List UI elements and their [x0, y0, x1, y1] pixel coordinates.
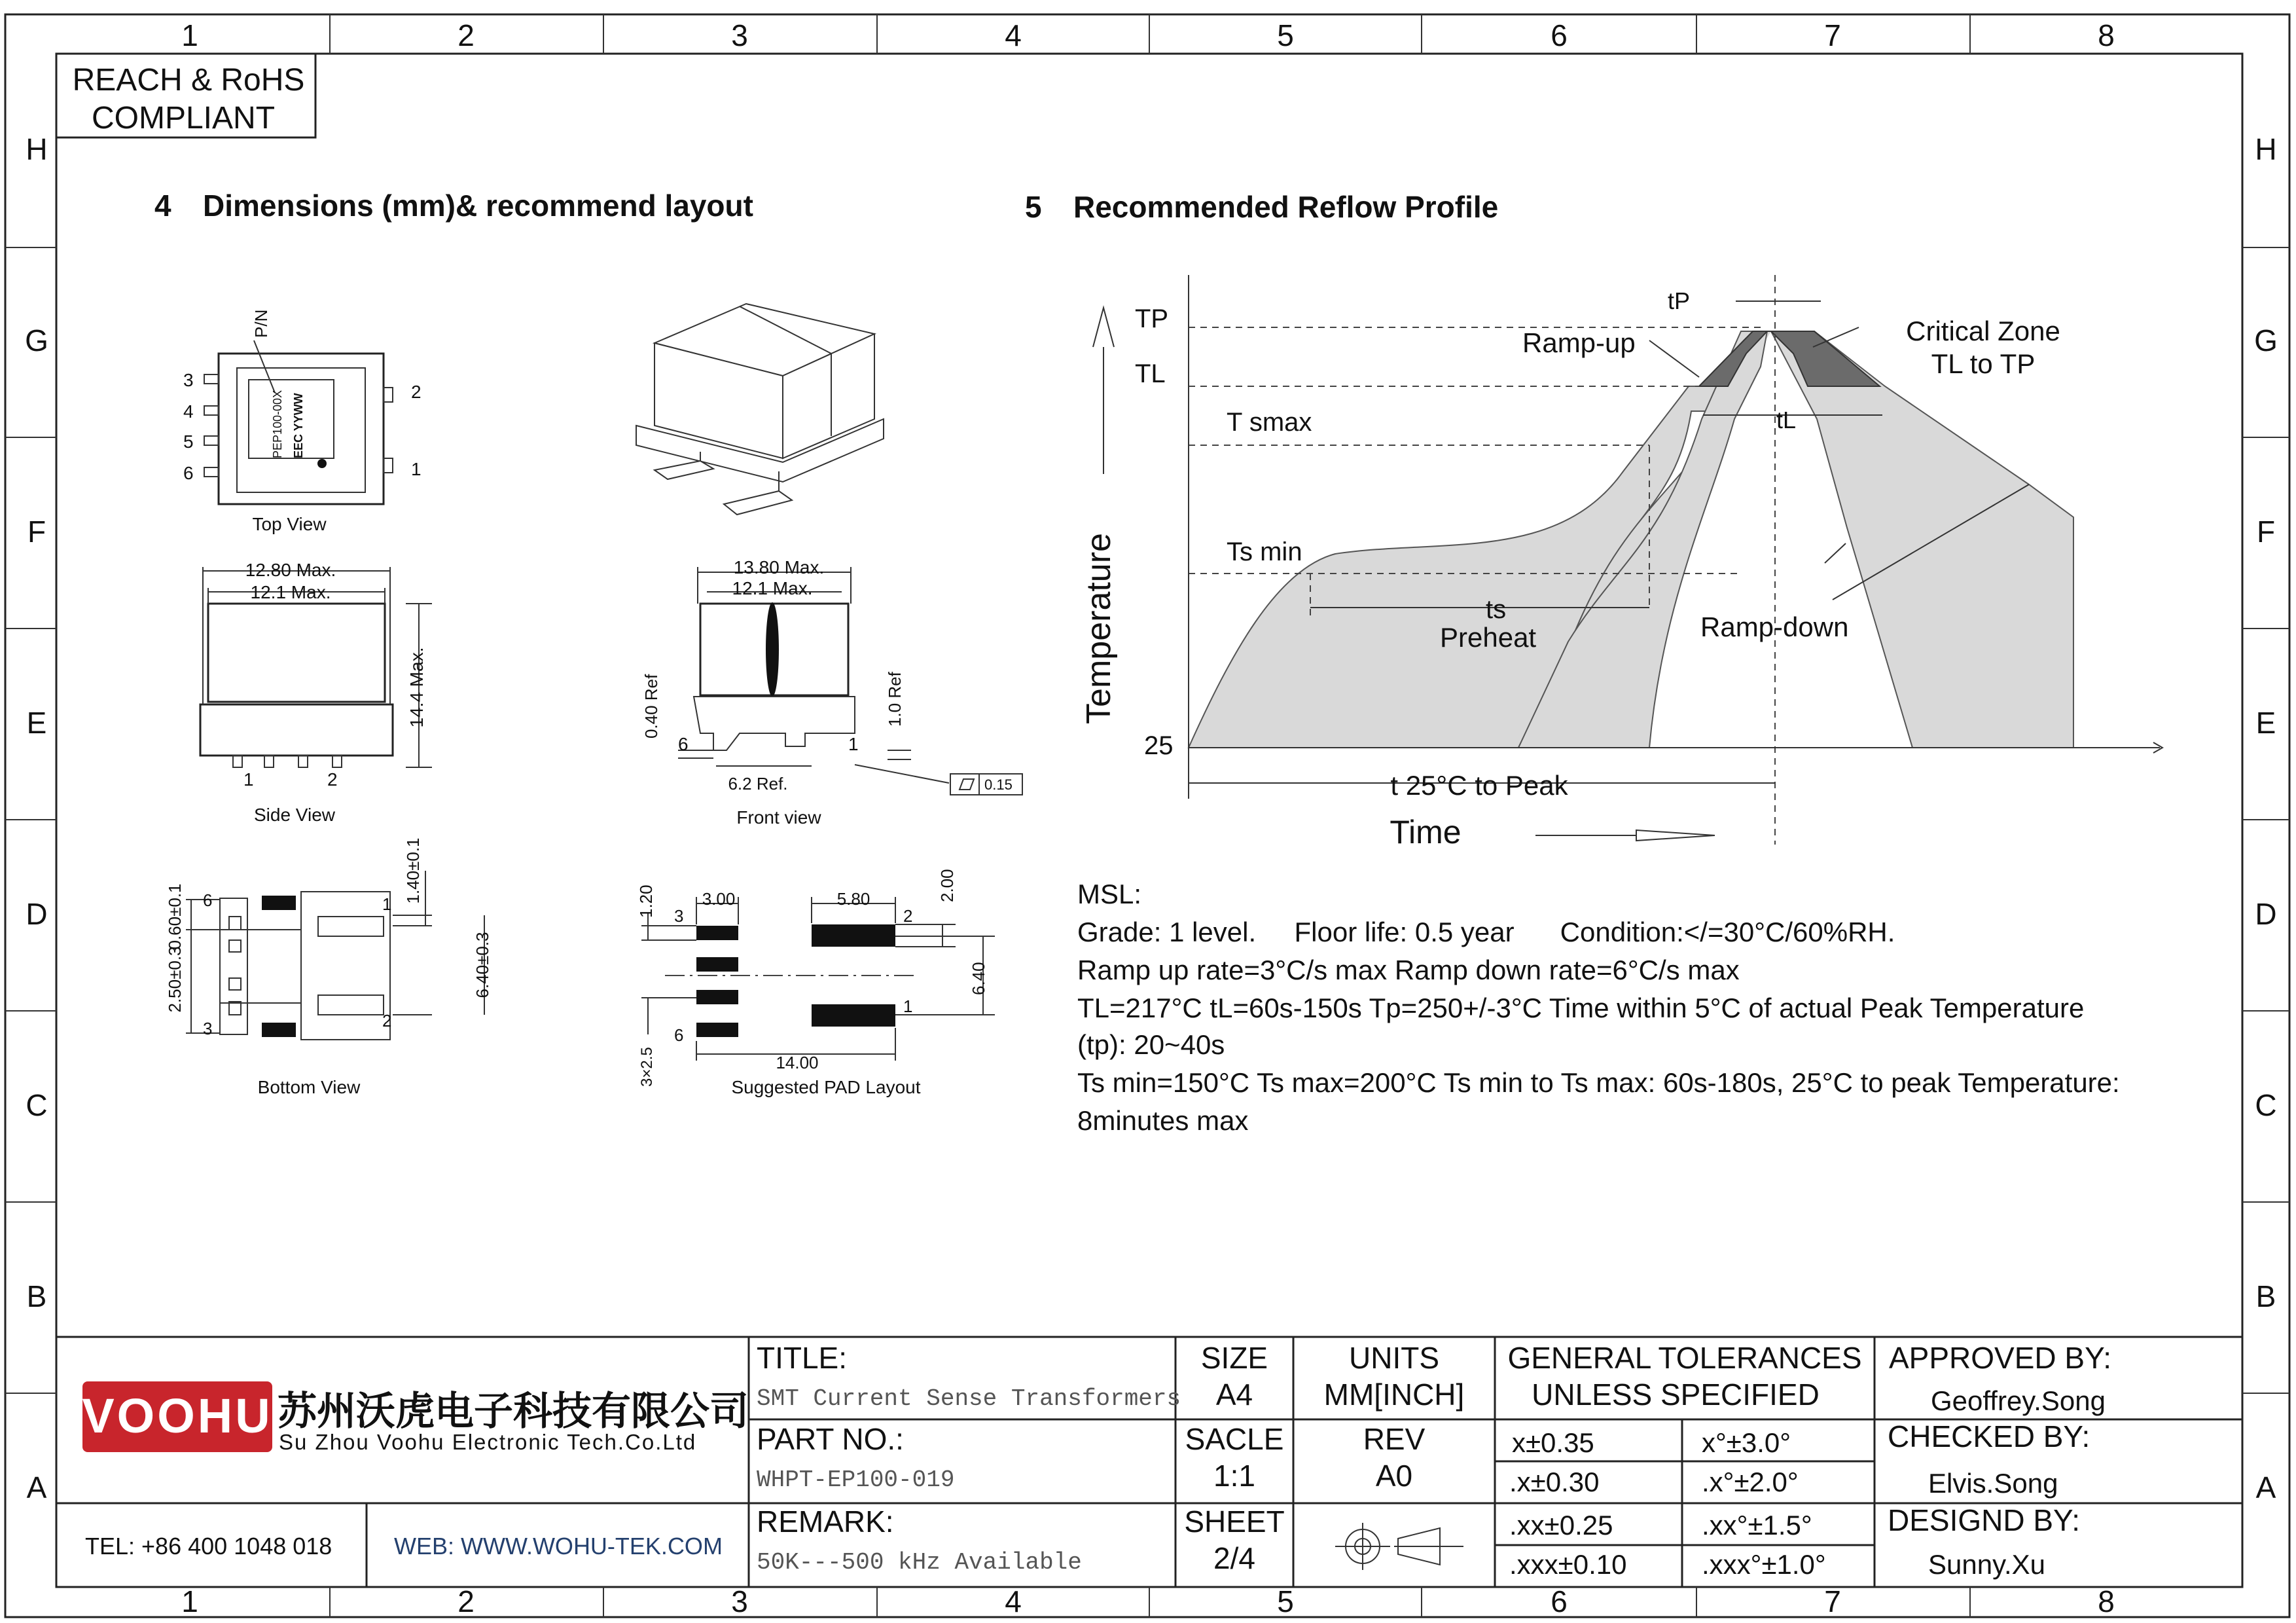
col-label-bottom: 1 — [181, 1584, 198, 1618]
top-view-pn: P/N — [251, 309, 271, 338]
sheet-value: 2/4 — [1213, 1541, 1255, 1575]
bottom-dim-a: 1.40±0.1 — [403, 837, 423, 904]
msl-line: Grade: 1 level. Floor life: 0.5 year Condition:</=30°C/60%RH. — [1077, 917, 1895, 947]
pin-label: 1 — [382, 894, 392, 914]
bottom-dim-b: 0.60±0.1 — [165, 883, 185, 950]
col-label-top: 2 — [457, 18, 475, 52]
col-label-top: 3 — [731, 18, 748, 52]
col-label-bottom: 5 — [1277, 1584, 1294, 1618]
pin-label: 6 — [203, 890, 213, 910]
tolerance-angular: x°±3.0° — [1702, 1427, 1791, 1458]
pin-label: 2 — [903, 906, 913, 926]
col-label-top: 7 — [1824, 18, 1841, 52]
col-label-bottom: 7 — [1824, 1584, 1841, 1618]
row-label-right: F — [2256, 515, 2276, 549]
col-label-bottom: 2 — [457, 1584, 475, 1618]
section5-number: 5 — [1025, 190, 1042, 224]
col-label-top: 1 — [181, 18, 198, 52]
tolerance-angular: .x°±2.0° — [1702, 1467, 1799, 1497]
pad-dim-g: 3×2.5 — [638, 1047, 656, 1087]
pin-label: 5 — [183, 431, 194, 452]
col-label-bottom: 8 — [2098, 1584, 2115, 1618]
col-label-top: 8 — [2098, 18, 2115, 52]
row-ticks — [5, 247, 2289, 1393]
pin-label: 3 — [674, 906, 684, 926]
row-label-left: F — [27, 515, 46, 549]
top-view-label: Top View — [252, 514, 327, 534]
chart-ramp-up: Ramp-up — [1522, 327, 1636, 358]
row-label-left: B — [26, 1279, 47, 1313]
row-label-right: B — [2255, 1279, 2276, 1313]
top-view-date-mark: EEC YYWW — [292, 393, 305, 458]
pin-label: 6 — [674, 1025, 684, 1045]
row-label-right: A — [2255, 1470, 2276, 1504]
bottom-view-label: Bottom View — [257, 1077, 361, 1097]
row-label-left: E — [26, 706, 47, 740]
bottom-dim-c: 2.50±0.3 — [165, 946, 185, 1013]
row-label-left: G — [25, 323, 48, 357]
designed-value: Sunny.Xu — [1928, 1549, 2046, 1580]
pin-label: 6 — [183, 463, 194, 483]
row-label-left: D — [26, 897, 48, 931]
side-dim-inner: 12.1 Max. — [250, 582, 331, 602]
front-ref-left: 0.40 Ref — [641, 674, 661, 739]
pin-label: 1 — [411, 459, 422, 479]
size-label: SIZE — [1200, 1341, 1268, 1375]
pad-dim-e: 6.40 — [969, 962, 988, 995]
row-label-right: G — [2254, 323, 2278, 357]
compliance-line1: REACH & RoHS — [72, 63, 305, 98]
title-label: TITLE: — [757, 1341, 848, 1375]
row-label-left: C — [26, 1088, 48, 1122]
chart-tsmax-label: T smax — [1227, 408, 1312, 437]
chart-tp-time: tP — [1668, 287, 1691, 314]
projection-symbol-icon — [1335, 1523, 1463, 1570]
pin-label: 3 — [203, 1019, 213, 1038]
msl-line: 8minutes max — [1077, 1105, 1249, 1136]
tolerance-angular: .xx°±1.5° — [1702, 1510, 1812, 1541]
column-ticks — [330, 14, 1970, 1617]
section4-number: 4 — [154, 189, 171, 223]
msl-line: MSL: — [1077, 879, 1142, 909]
row-label-right: D — [2255, 897, 2277, 931]
part-value: WHPT-EP100-019 — [757, 1467, 955, 1493]
pin-label: 6 — [678, 734, 689, 754]
chart-base-label: 25 — [1144, 731, 1174, 760]
bottom-dim-d: 6.40±0.3 — [473, 932, 492, 998]
row-label-right: H — [2255, 132, 2277, 166]
col-label-bottom: 3 — [731, 1584, 748, 1618]
top-view — [183, 310, 422, 534]
checked-label: CHECKED BY: — [1888, 1419, 2090, 1453]
chart-tl-label: TL — [1135, 359, 1166, 388]
chart-x-axis: Time — [1390, 814, 1462, 850]
voohu-logo: VOOHU — [82, 1389, 273, 1443]
section5-title: Recommended Reflow Profile — [1073, 190, 1499, 224]
row-label-right: E — [2255, 706, 2276, 740]
chart-t25-label: t 25°C to Peak — [1390, 770, 1568, 801]
col-label-top: 5 — [1277, 18, 1294, 52]
pin-label: 1 — [243, 769, 254, 790]
chart-tsmin-label: Ts min — [1227, 538, 1302, 566]
tolerance-linear: .x±0.30 — [1509, 1467, 1600, 1497]
tolerance-angular: .xxx°±1.0° — [1702, 1549, 1826, 1580]
msl-line: Ts min=150°C Ts max=200°C Ts min to Ts max: 60s-180s, 25°C to peak Temperature: — [1077, 1067, 2120, 1098]
sheet-label: SHEET — [1184, 1504, 1285, 1539]
row-label-left: H — [26, 132, 48, 166]
isometric-view — [636, 304, 884, 515]
units-label: UNITS — [1349, 1341, 1439, 1375]
col-label-top: 4 — [1005, 18, 1022, 52]
units-value: MM[INCH] — [1323, 1377, 1465, 1412]
msl-notes — [1077, 879, 2120, 1136]
col-label-bottom: 6 — [1551, 1584, 1568, 1618]
msl-line: (tp): 20~40s — [1077, 1029, 1225, 1060]
side-dim-outer: 12.80 Max. — [245, 560, 336, 580]
chart-critical-line2: TL to TP — [1931, 348, 2036, 379]
scale-value: 1:1 — [1213, 1459, 1255, 1493]
pad-layout — [636, 869, 995, 1097]
rev-value: A0 — [1375, 1459, 1413, 1493]
pin-label: 3 — [183, 370, 194, 390]
chart-tp-label: TP — [1135, 304, 1169, 333]
tolerance-linear: x±0.35 — [1512, 1427, 1594, 1458]
front-ref-bottom: 6.2 Ref. — [728, 774, 788, 793]
tel: TEL: +86 400 1048 018 — [85, 1533, 332, 1559]
front-dim-outer: 13.80 Max. — [733, 557, 825, 577]
company-cn: 苏州沃虎电子科技有限公司 — [278, 1389, 749, 1433]
remark-label: REMARK: — [757, 1504, 894, 1539]
tolerance-title-1: GENERAL TOLERANCES — [1507, 1341, 1862, 1375]
size-value: A4 — [1215, 1377, 1253, 1412]
col-label-top: 6 — [1551, 18, 1568, 52]
approved-label: APPROVED BY: — [1889, 1341, 2112, 1375]
pad-dim-f: 14.00 — [776, 1053, 819, 1072]
approved-value: Geoffrey.Song — [1931, 1385, 2106, 1416]
tolerance-title-2: UNLESS SPECIFIED — [1532, 1377, 1820, 1412]
title-value: SMT Current Sense Transformers — [757, 1385, 1181, 1412]
pad-layout-label: Suggested PAD Layout — [731, 1077, 921, 1097]
designed-label: DESIGND BY: — [1888, 1503, 2080, 1537]
part-label: PART NO.: — [757, 1422, 904, 1456]
pin-label: 1 — [848, 734, 859, 754]
front-view-label: Front view — [736, 807, 821, 828]
front-view — [641, 557, 1022, 828]
pad-dim-a: 1.20 — [636, 884, 656, 918]
scale-label: SACLE — [1185, 1422, 1284, 1456]
row-label-left: A — [26, 1470, 47, 1504]
col-label-bottom: 4 — [1005, 1584, 1022, 1618]
side-view — [200, 560, 432, 825]
side-dim-height: 14.4 Max. — [406, 647, 427, 728]
pin-label: 4 — [183, 401, 194, 422]
side-view-label: Side View — [253, 805, 336, 825]
reflow-band-rampdown — [1771, 331, 2073, 748]
checked-value: Elvis.Song — [1928, 1468, 2058, 1499]
tolerance-linear: .xx±0.25 — [1509, 1510, 1613, 1541]
msl-line: Ramp up rate=3°C/s max Ramp down rate=6°C/s max — [1077, 955, 1740, 985]
top-view-part-mark: PEP100-00X — [271, 390, 284, 458]
chart-ts-time: ts — [1486, 595, 1507, 624]
chart-preheat: Preheat — [1440, 622, 1537, 653]
pin-label: 2 — [382, 1011, 392, 1030]
pin-label: 1 — [903, 996, 913, 1016]
row-label-right: C — [2255, 1088, 2277, 1122]
reflow-profile — [1080, 275, 2162, 850]
chart-critical-line1: Critical Zone — [1906, 316, 2060, 346]
outer-frame — [5, 14, 2289, 1617]
pin-label: 2 — [411, 382, 422, 402]
msl-line: TL=217°C tL=60s-150s Tp=250+/-3°C Time within 5°C of actual Peak Temperature — [1077, 993, 2085, 1023]
web: WEB: WWW.WOHU-TEK.COM — [394, 1533, 723, 1559]
rev-label: REV — [1363, 1422, 1426, 1456]
pad-dim-c: 5.80 — [836, 889, 870, 909]
front-flatness: 0.15 — [984, 776, 1013, 793]
compliance-line2: COMPLIANT — [91, 101, 276, 136]
remark-value: 50K---500 kHz Available — [757, 1549, 1082, 1576]
pad-dim-d: 2.00 — [937, 869, 957, 902]
chart-y-axis: Temperature — [1080, 533, 1118, 724]
chart-ramp-down: Ramp-down — [1700, 611, 1849, 642]
front-ref-right: 1.0 Ref — [885, 672, 905, 727]
bottom-view — [165, 837, 492, 1097]
company-en: Su Zhou Voohu Electronic Tech.Co.Ltd — [279, 1430, 697, 1454]
title-block — [56, 1337, 2242, 1587]
front-dim-inner: 12.1 Max. — [732, 578, 813, 598]
pad-dim-b: 3.00 — [702, 889, 736, 909]
tolerance-linear: .xxx±0.10 — [1509, 1549, 1627, 1580]
section4-title: Dimensions (mm)& recommend layout — [203, 189, 753, 223]
pin-label: 2 — [327, 769, 338, 790]
chart-tl-time: tL — [1776, 407, 1797, 433]
